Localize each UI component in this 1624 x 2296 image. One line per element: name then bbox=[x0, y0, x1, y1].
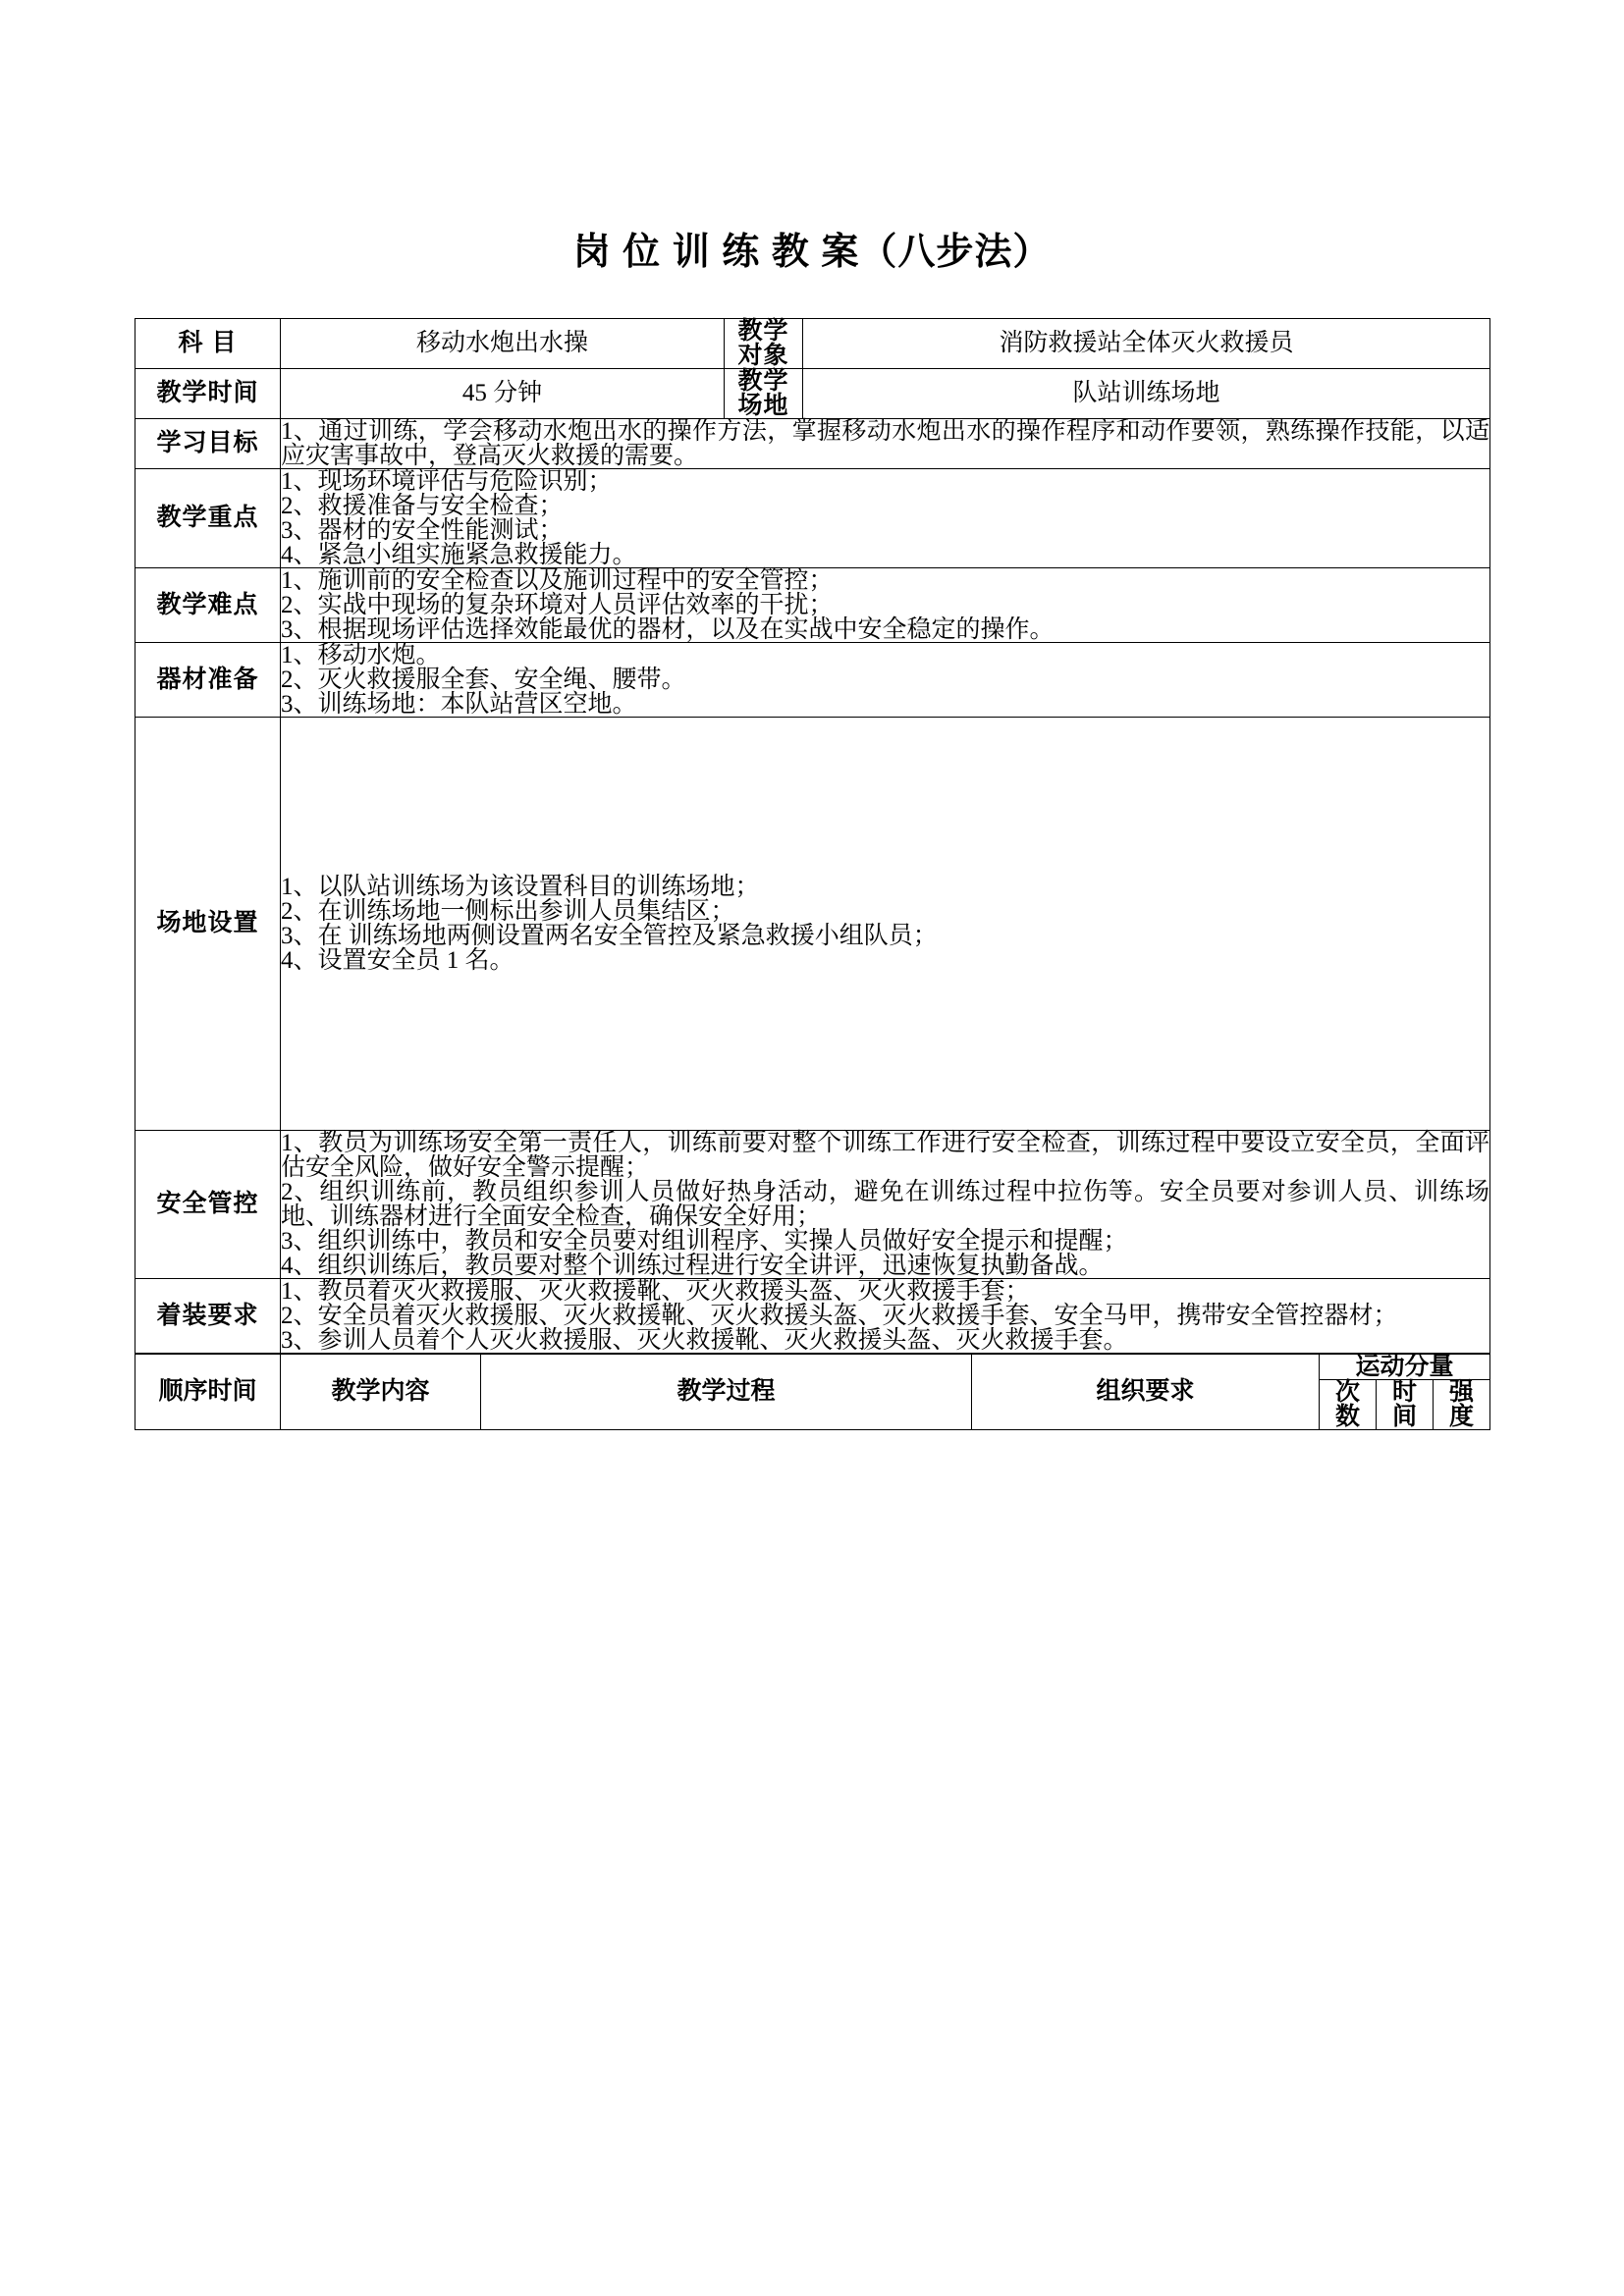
objectives-label: 学习目标 bbox=[135, 418, 281, 468]
key-points-line-1: 1、现场环境评估与危险识别； bbox=[281, 467, 613, 495]
process-header-repetitions bbox=[1320, 1379, 1377, 1429]
table-row-site-setup bbox=[135, 717, 1490, 1130]
objectives-content bbox=[281, 418, 1490, 468]
page-title: 岗 位 训 练 教 案（八步法） bbox=[572, 232, 1052, 273]
key-points-line-2: 2、救援准备与安全检查； bbox=[281, 492, 564, 519]
process-header-procedure: 教学过程 bbox=[481, 1354, 972, 1429]
equipment-content bbox=[281, 642, 1490, 717]
lesson-plan-table bbox=[135, 318, 1490, 1354]
site-setup-line-1: 1、以队站训练场为该设置科目的训练场地； bbox=[281, 873, 760, 900]
difficulties-label: 教学难点 bbox=[135, 567, 281, 642]
site-setup-label: 场地设置 bbox=[135, 717, 281, 1130]
repetitions-line2: 数 bbox=[1334, 1402, 1360, 1430]
table-row-safety-control bbox=[135, 1130, 1490, 1278]
process-header-intensity bbox=[1434, 1379, 1490, 1429]
key-points-content bbox=[281, 468, 1490, 567]
duration-value: 45 分钟 bbox=[281, 368, 725, 418]
table-row-subject bbox=[135, 318, 1490, 368]
table-row-key-points bbox=[135, 468, 1490, 567]
venue-value: 队站训练场地 bbox=[803, 368, 1490, 418]
venue-label-line2: 场地 bbox=[737, 391, 789, 419]
training-process-table bbox=[135, 1354, 1490, 1430]
objectives-line-1: 1、通过训练，学会移动水炮出水的操作方法，掌握移动水炮出水的操作程序和动作要领，熟练操作技能，以适应灾害事故中，登高灭火救援的需要。 bbox=[281, 417, 1489, 469]
difficulties-line-3: 3、根据现场评估选择效能最优的器材，以及在实战中安全稳定的操作。 bbox=[281, 615, 1055, 643]
process-header-exercise-load-group: 运动分量 bbox=[1320, 1354, 1490, 1379]
safety-control-label: 安全管控 bbox=[135, 1130, 281, 1278]
table-row-equipment bbox=[135, 642, 1490, 717]
time-line2: 间 bbox=[1391, 1402, 1417, 1430]
difficulties-line-2: 2、实战中现场的复杂环境对人员评估效率的干扰； bbox=[281, 591, 834, 618]
table-row-duration bbox=[135, 368, 1490, 418]
safety-control-line-2: 2、组织训练前，教员组织参训人员做好热身活动，避免在训练过程中拉伤等。安全员要对参训人员、训练场地、训练器材进行全面安全检查，确保安全好用； bbox=[281, 1178, 1489, 1230]
process-header-sequence-time: 顺序时间 bbox=[135, 1354, 281, 1429]
intensity-line1: 强 bbox=[1448, 1377, 1474, 1406]
audience-label-line1: 教学 bbox=[737, 316, 789, 345]
site-setup-line-3: 3、在 训练场地两侧设置两名安全管控及紧急救援小组队员； bbox=[281, 922, 938, 949]
audience-value: 消防救援站全体灭火救援员 bbox=[803, 318, 1490, 368]
difficulties-line-1: 1、施训前的安全检查以及施训过程中的安全管控； bbox=[281, 566, 834, 594]
safety-control-line-4: 4、组织训练后，教员要对整个训练过程进行安全讲评，迅速恢复执勤备战。 bbox=[281, 1252, 1104, 1279]
safety-control-content bbox=[281, 1130, 1490, 1278]
equipment-line-1: 1、移动水炮。 bbox=[281, 641, 441, 668]
equipment-line-3: 3、训练场地：本队站营区空地。 bbox=[281, 690, 637, 718]
intensity-line2: 度 bbox=[1448, 1402, 1474, 1430]
equipment-line-2: 2、灭火救援服全套、安全绳、腰带。 bbox=[281, 666, 686, 693]
table-row-objectives bbox=[135, 418, 1490, 468]
site-setup-line-2: 2、在训练场地一侧标出参训人员集结区； bbox=[281, 897, 735, 925]
repetitions-line1: 次 bbox=[1334, 1377, 1360, 1406]
key-points-label: 教学重点 bbox=[135, 468, 281, 567]
dress-code-label: 着装要求 bbox=[135, 1278, 281, 1353]
safety-control-line-1: 1、教员为训练场安全第一责任人，训练前要对整个训练工作进行安全检查，训练过程中要设立安全员，全面评估安全风险，做好安全警示提醒； bbox=[281, 1129, 1489, 1181]
time-line1: 时 bbox=[1391, 1377, 1417, 1406]
subject-value: 移动水炮出水操 bbox=[281, 318, 725, 368]
process-header-organization: 组织要求 bbox=[972, 1354, 1320, 1429]
dress-code-content bbox=[281, 1278, 1490, 1353]
safety-control-line-3: 3、组织训练中，教员和安全员要对组训程序、实操人员做好安全提示和提醒； bbox=[281, 1227, 1128, 1255]
venue-label-line1: 教学 bbox=[737, 366, 789, 395]
process-header-row-top bbox=[135, 1354, 1490, 1379]
dress-code-line-1: 1、教员着灭火救援服、灭火救援靴、灭火救援头盔、灭火救援手套； bbox=[281, 1277, 1030, 1305]
key-points-line-3: 3、器材的安全性能测试； bbox=[281, 516, 564, 544]
equipment-label: 器材准备 bbox=[135, 642, 281, 717]
lesson-plan-table-container bbox=[135, 275, 1489, 1430]
audience-label-line2: 对象 bbox=[737, 341, 789, 369]
process-header-time bbox=[1377, 1379, 1434, 1429]
audience-label bbox=[725, 318, 803, 368]
dress-code-line-2: 2、安全员着灭火救援服、灭火救援靴、灭火救援头盔、灭火救援手套、安全马甲，携带安全管控器材； bbox=[281, 1302, 1398, 1329]
subject-label: 科 目 bbox=[135, 318, 281, 368]
duration-label: 教学时间 bbox=[135, 368, 281, 418]
process-header-content: 教学内容 bbox=[281, 1354, 481, 1429]
site-setup-content bbox=[281, 717, 1490, 1130]
key-points-line-4: 4、紧急小组实施紧急救援能力。 bbox=[281, 541, 637, 568]
venue-label bbox=[725, 368, 803, 418]
dress-code-line-3: 3、参训人员着个人灭火救援服、灭火救援靴、灭火救援头盔、灭火救援手套。 bbox=[281, 1326, 1128, 1354]
difficulties-content bbox=[281, 567, 1490, 642]
site-setup-line-4: 4、设置安全员 1 名。 bbox=[281, 946, 514, 974]
table-row-dress-code bbox=[135, 1278, 1490, 1353]
table-row-difficulties bbox=[135, 567, 1490, 642]
